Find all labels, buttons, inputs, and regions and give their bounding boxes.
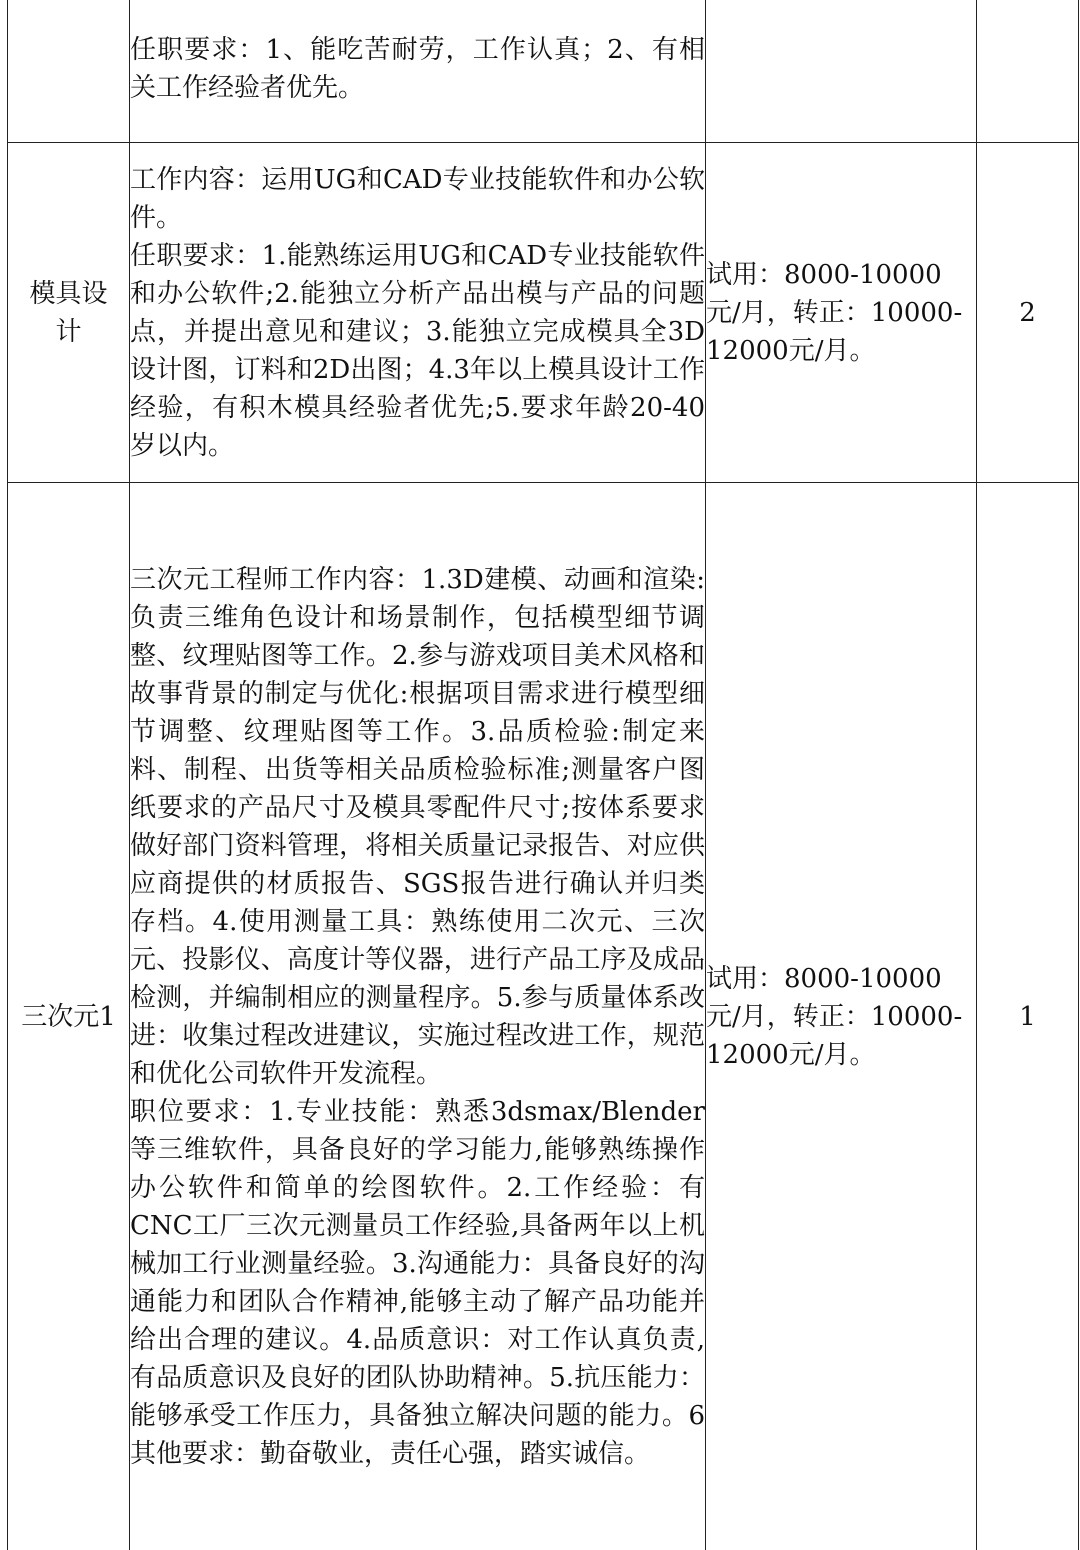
job-description-cell — [130, 143, 706, 483]
job-description-cell — [130, 0, 706, 143]
position-title-cell — [8, 0, 130, 143]
table-row — [8, 143, 1079, 483]
headcount-cell: 2 — [977, 143, 1079, 483]
table-row — [8, 0, 1079, 143]
salary-cell: 试用：8000-10000元/月，转正：10000-12000元/月。 — [706, 143, 977, 483]
salary-cell: 试用：8000-10000元/月，转正：10000-12000元/月。 — [706, 483, 977, 1550]
job-table — [7, 0, 1079, 1550]
requirement-text: 任职要求：1.能熟练运用UG和CAD专业技能软件和办公软件;2.能独立分析产品出模与产品的问题点，并提出意见和建议；3.能独立完成模具全3D设计图，订料和2D出图；4.3年以上模具设计工作经验，有积木模具经验者优先;5.要求年龄20-40岁以内。 — [130, 240, 705, 461]
requirement-text: 职位要求：1.专业技能：熟悉3dsmax/Blender等三维软件，具备良好的学习能力,能够熟练操作办公软件和简单的绘图软件。2.工作经验：有CNC工厂三次元测量员工作经验,具备两年以上机械加工行业测量经验。3.沟通能力：具备良好的沟通能力和团队合作精神,能够主动了解产品功能并给出合理的建议。4.品质意识：对工作认真负责,有品质意识及良好的团队协助精神。5.抗压能力：能够承受工作压力，具备独立解决问题的能力。6其他要求：勤奋敬业，责任心强，踏实诚信。 — [130, 1096, 705, 1469]
job-content-text: 工作内容：运用UG和CAD专业技能软件和办公软件。 — [130, 164, 705, 233]
requirement-text: 任职要求：1、能吃苦耐劳，工作认真；2、有相关工作经验者优先。 — [130, 34, 705, 103]
headcount-cell — [977, 0, 1079, 143]
headcount-cell: 1 — [977, 483, 1079, 1550]
job-description-cell — [130, 483, 706, 1550]
position-title-cell — [8, 143, 130, 483]
job-content-text: 三次元工程师工作内容：1.3D建模、动画和渲染:负责三维角色设计和场景制作，包括模型细节调整、纹理贴图等工作。2.参与游戏项目美术风格和故事背景的制定与优化:根据项目需求进行模型细节调整、纹理贴图等工作。3.品质检验:制定来料、制程、出货等相关品质检验标准;测量客户图纸要求的产品尺寸及模具零配件尺寸;按体系要求做好部门资料管理，将相关质量记录报告、对应供应商提供的材质报告、SGS报告进行确认并归类存档。4.使用测量工具：熟练使用二次元、三次元、投影仪、高度计等仪器，进行产品工序及成品检测，并编制相应的测量程序。5.参与质量体系改进：收集过程改进建议，实施过程改进工作，规范和优化公司软件开发流程。 — [130, 564, 705, 1089]
table-row — [8, 483, 1079, 1550]
position-title-cell — [8, 483, 130, 1550]
salary-cell — [706, 0, 977, 143]
position-title: 三次元1 — [21, 1001, 116, 1032]
position-title: 模具设计 — [29, 278, 108, 347]
